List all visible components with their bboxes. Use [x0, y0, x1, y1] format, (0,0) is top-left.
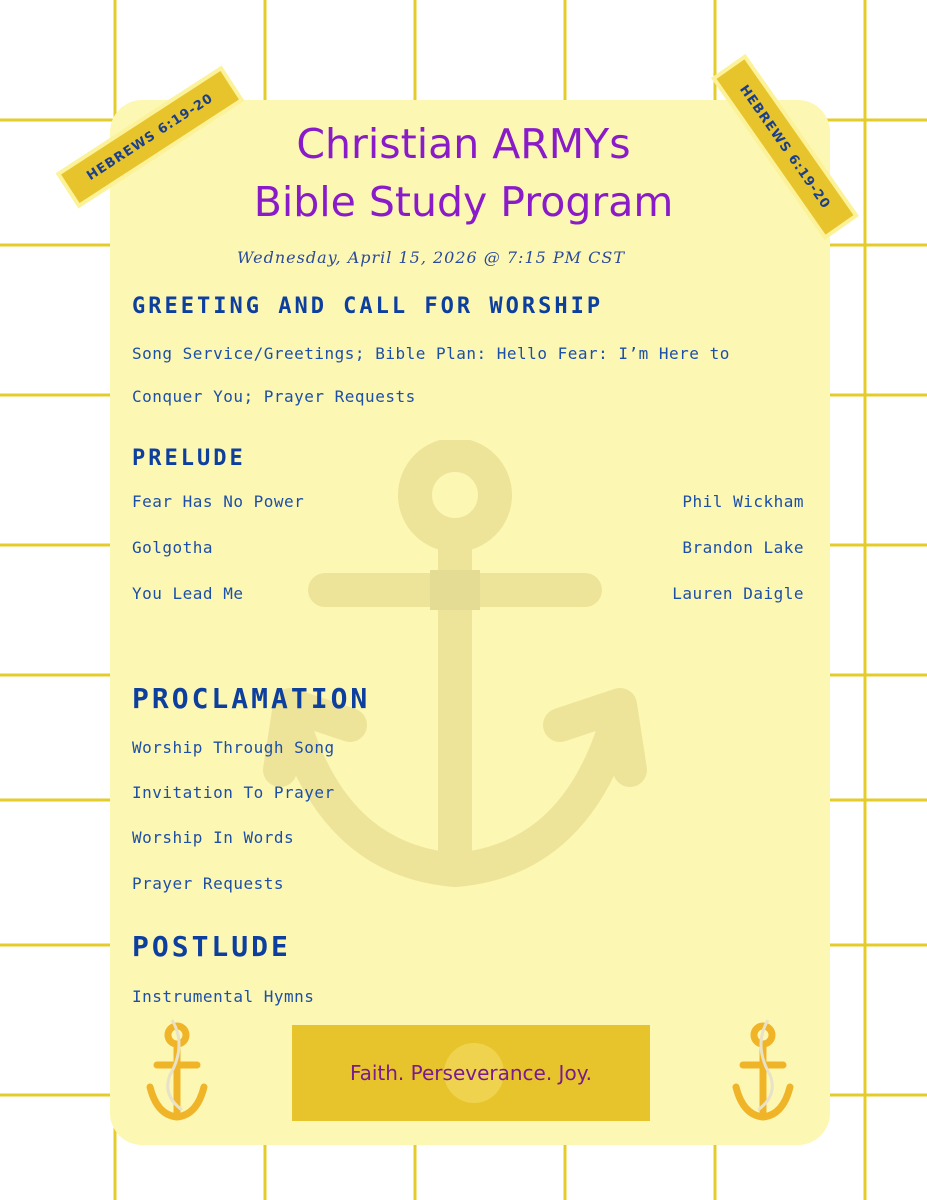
greeting-line-1: Song Service/Greetings; Bible Plan: Hello Fear: I’m Here to: [132, 344, 730, 363]
greeting-line-2: Conquer You; Prayer Requests: [132, 387, 416, 406]
title-line-2: Bible Study Program: [253, 178, 674, 226]
prelude-song-title: Golgotha: [132, 538, 214, 557]
motto-text: Faith. Perseverance. Joy.: [349, 1061, 593, 1085]
proclamation-item: Worship In Words: [132, 828, 295, 847]
date-line: Wednesday, April 15, 2026 @ 7:15 PM CST: [236, 248, 625, 267]
anchor-icon-right: [728, 1015, 798, 1125]
anchor-watermark-icon: [250, 440, 660, 900]
postlude-heading: POSTLUDE: [132, 930, 291, 963]
proclamation-item: Invitation To Prayer: [132, 783, 335, 802]
hebrews-tape-right: HEBREWS 6:19-20: [717, 59, 854, 234]
prelude-song-artist: Brandon Lake: [682, 538, 804, 557]
anchor-icon-left: [142, 1015, 212, 1125]
proclamation-item: Prayer Requests: [132, 874, 284, 893]
greeting-heading: GREETING AND CALL FOR WORSHIP: [132, 294, 604, 319]
postlude-item: Instrumental Hymns: [132, 987, 315, 1006]
hebrews-tape-left: HEBREWS 6:19-20: [61, 71, 239, 203]
prelude-song-artist: Lauren Daigle: [672, 584, 804, 603]
prelude-song-artist: Phil Wickham: [682, 492, 804, 511]
prelude-song-title: You Lead Me: [132, 584, 244, 603]
motto-banner: [292, 1025, 650, 1121]
title-line-1: Christian ARMYs: [296, 120, 631, 168]
prelude-song-title: Fear Has No Power: [132, 492, 305, 511]
prelude-heading: PRELUDE: [132, 446, 246, 471]
proclamation-heading: PROCLAMATION: [132, 682, 371, 715]
proclamation-item: Worship Through Song: [132, 738, 335, 757]
